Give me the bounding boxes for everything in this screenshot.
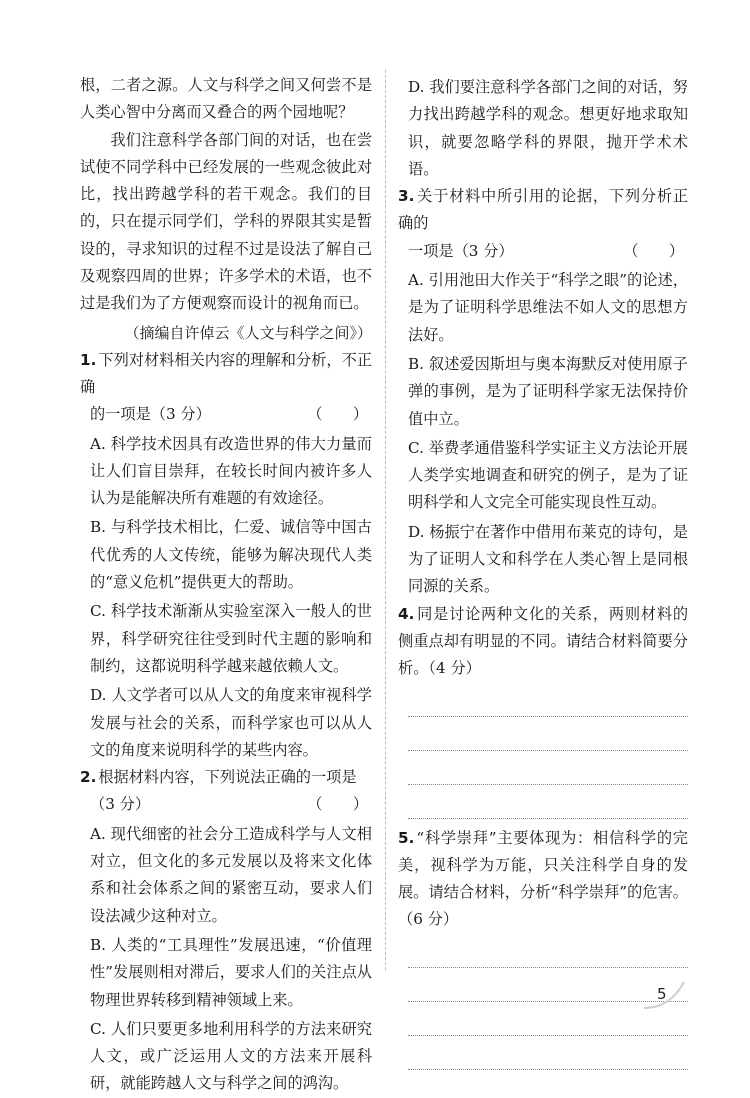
question-3-stem-line2: 一项是（3 分） （ ）: [398, 238, 688, 265]
question-1-stem-line2: 的一项是（3 分） （ ）: [80, 401, 372, 428]
question-number: 5.: [398, 828, 415, 847]
answer-bracket[interactable]: （ ）: [307, 405, 368, 424]
question-2-stem: 2. 根据材料内容，下列说法正确的一项是: [80, 768, 357, 787]
question-number: 1.: [80, 350, 97, 369]
option-a: A. 科学技术因具有改造世界的伟大力量而让人们盲目崇拜，在较长时间内被许多人认为是能解决所有难题的有效途径。: [90, 434, 372, 508]
option-c: C. 人们只要更多地利用科学的方法来研究人文，或广泛运用人文的方法来开展科研，就能跨越人文与科学之间的鸿沟。: [90, 1019, 372, 1093]
answer-bracket[interactable]: （ ）: [623, 241, 684, 260]
question-3: [398, 183, 688, 600]
answer-line[interactable]: [408, 785, 688, 819]
source-citation: （摘编自许倬云《人文与科学之间》）: [124, 323, 372, 342]
question-1: [80, 347, 372, 764]
option-c: C. 科学技术渐渐从实验室深入一般人的世界，科学研究往往受到时代主题的影响和制约，这都说明科学越来越依赖人文。: [90, 602, 372, 675]
question-number: 2.: [80, 768, 97, 787]
option-a: A. 现代细密的社会分工造成科学与人文相对立，但文化的多元发展以及将来文化体系和社会体系之间的紧密互动，要求人们设法减少这种对立。: [90, 824, 372, 925]
option-c: C. 举费孝通借鉴科学实证主义方法论开展人类学实地调查和研究的例子，是为了证明科学和人文完全可能实现良性互动。: [408, 438, 688, 512]
answer-bracket[interactable]: （ ）: [307, 795, 368, 814]
answer-line[interactable]: [408, 683, 688, 717]
option-d: D. 杨振宁在著作中借用布莱克的诗句，是为了证明人文和科学在人类心智上是同根同源的关系。: [408, 522, 688, 596]
option-d: D. 人文学者可以从人文的角度来审视科学发展与社会的关系，而科学家也可以从人文的角度来说明科学的某些内容。: [90, 686, 372, 759]
question-2: [80, 764, 372, 1098]
option-b: B. 叙述爱因斯坦与奥本海默反对使用原子弹的事例，是为了证明科学家无法保持价值中立。: [408, 354, 688, 428]
column-divider: [385, 70, 386, 970]
option-d: D. 我们要注意科学各部门之间的对话，努力找出跨越学科的观念。想更好地求取知识，就要忽略学科的界限，抛开学术术语。: [408, 78, 688, 178]
right-column: [398, 72, 688, 1076]
answer-line[interactable]: [408, 1036, 688, 1070]
intro-paragraph: 根，二者之源。人文与科学之间又何尝不是人类心智中分离而又叠合的两个园地呢？: [80, 76, 372, 122]
option-b: B. 人类的“工具理性”发展迅速，“价值理性”发展则相对滞后，要求人们的关注点从物理世界转移到精神领域上来。: [90, 935, 372, 1009]
question-5-stem: 5. “科学崇拜”主要体现为：相信科学的完美，视科学为万能，只关注科学自身的发展。请结合材料，分析“科学崇拜”的危害。（6 分）: [398, 828, 688, 929]
left-column: [80, 72, 372, 1098]
page-number: 5: [657, 985, 667, 1003]
question-number: 3.: [398, 187, 415, 206]
question-4-stem: 4. 同是讨论两种文化的关系，两则材料的侧重点却有明显的不同。请结合材料简要分析。（4 分）: [398, 604, 688, 678]
answer-area-4[interactable]: [398, 683, 688, 819]
question-number: 4.: [398, 604, 415, 623]
question-2-stem-line2: （3 分） （ ）: [80, 791, 372, 818]
question-3-stem: 3. 关于材料中所引用的论据，下列分析正确的: [398, 187, 688, 233]
option-a: A. 引用池田大作关于“科学之眼”的论述，是为了证明科学思维法不如人文的思想方法好。: [408, 271, 688, 344]
answer-line[interactable]: [408, 717, 688, 751]
answer-line[interactable]: [408, 751, 688, 785]
question-1-stem: 1. 下列对材料相关内容的理解和分析，不正确: [80, 350, 372, 396]
option-b: B. 与科学技术相比，仁爱、诚信等中国古代优秀的人文传统，能够为解决现代人类的“意义危机”提供更大的帮助。: [90, 518, 372, 592]
body-paragraph: 我们注意科学各部门间的对话，也在尝试使不同学科中已经发展的一些观念彼此对比，找出跨越学科的若干观念。我们的目的，只在提示同学们，学科的界限其实是暂设的，寻求知识的过程不过是设法了解自己及观察四周的世界；许多学术的术语，也不过是我们为了方便观察而设计的视角而已。: [80, 130, 372, 313]
question-5: [398, 825, 688, 1070]
answer-line[interactable]: [408, 934, 688, 968]
question-4: [398, 601, 688, 819]
